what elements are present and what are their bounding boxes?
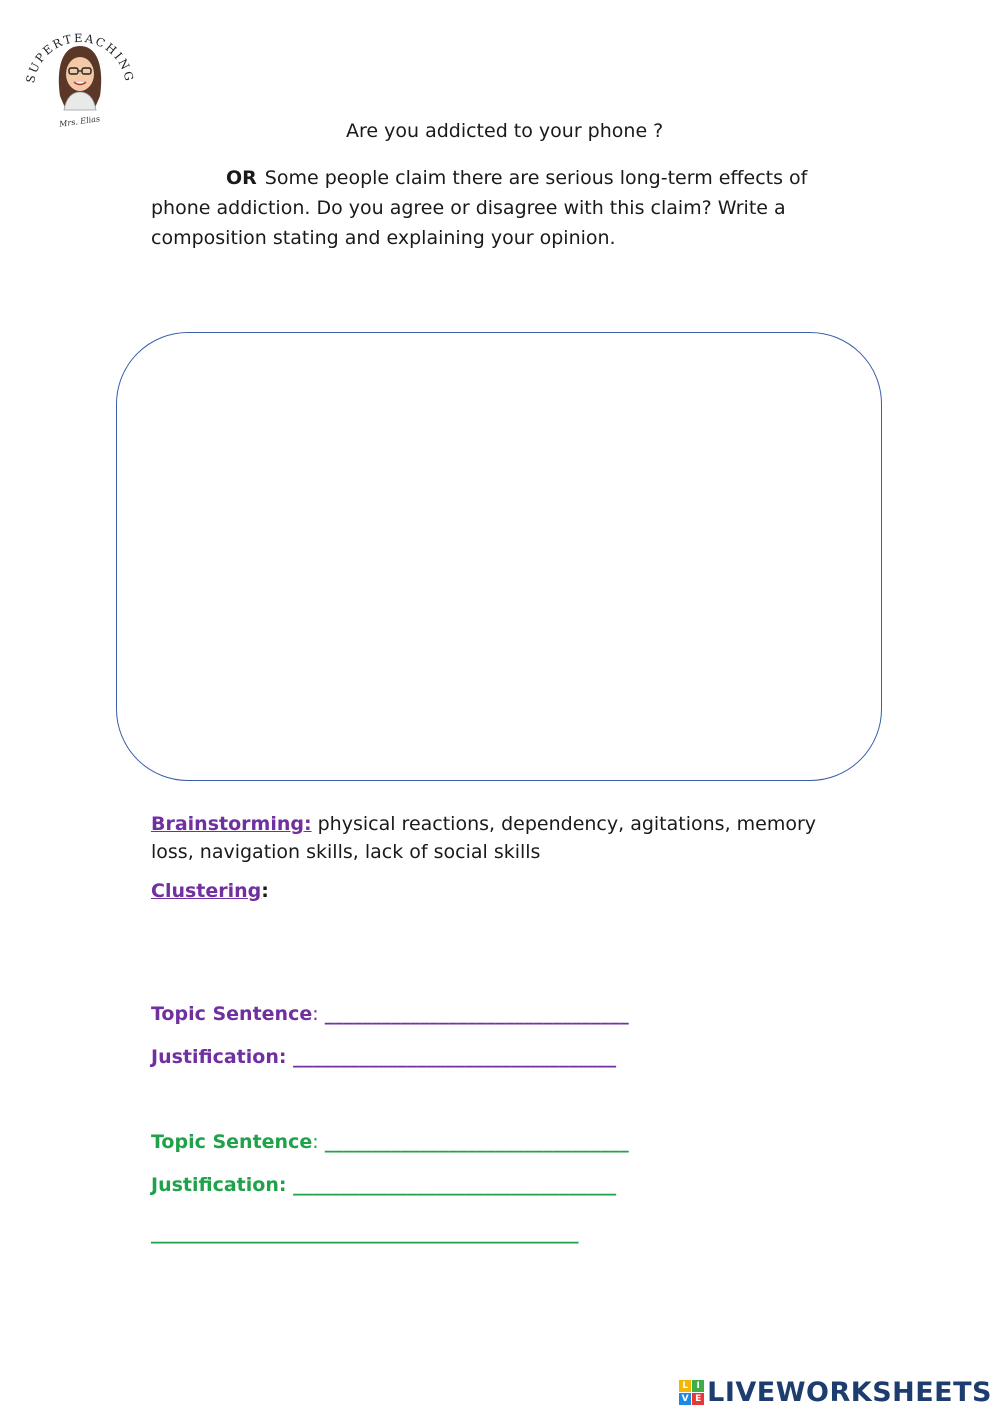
liveworksheets-logo	[679, 1377, 992, 1407]
svg-text:Mrs. Elias: Mrs. Elias	[58, 114, 101, 129]
topic-sentence-sep: :	[312, 1131, 325, 1153]
or-label: OR	[226, 167, 257, 189]
paragraph2-extra-line[interactable]: _____________________________________________	[151, 1222, 579, 1244]
superteaching-logo	[20, 18, 138, 136]
brainstorming-label: Brainstorming:	[151, 813, 312, 835]
paragraph2-topic-sentence	[151, 1131, 629, 1153]
svg-text:SUPERTEACHING: SUPERTEACHING	[23, 30, 137, 85]
paragraph2-justification	[151, 1174, 616, 1196]
clustering-label: Clustering	[151, 880, 262, 902]
writing-answer-box[interactable]	[116, 332, 882, 781]
topic-sentence-label: Topic Sentence	[151, 1003, 313, 1025]
topic-sentence-blank[interactable]: ________________________________	[324, 1131, 629, 1153]
clustering-colon: :	[261, 880, 269, 902]
topic-sentence-sep: :	[312, 1003, 325, 1025]
clustering-section	[151, 880, 269, 902]
topic-sentence-blank[interactable]: ________________________________	[324, 1003, 629, 1025]
justification-label: Justification:	[151, 1174, 294, 1196]
topic-sentence-label: Topic Sentence	[151, 1131, 313, 1153]
liveworksheets-blocks-icon: L I V E	[679, 1380, 704, 1405]
paragraph1-topic-sentence	[151, 1003, 629, 1025]
justification-blank[interactable]: __________________________________	[293, 1174, 617, 1196]
justification-blank[interactable]: __________________________________	[293, 1046, 617, 1068]
justification-label: Justification:	[151, 1046, 294, 1068]
paragraph1-justification	[151, 1046, 616, 1068]
writing-prompt	[151, 163, 871, 253]
prompt-text: Some people claim there are serious long-term effects of phone addiction. Do you agree or disagree with this claim? Write a composition stating and explaining your opinion.	[151, 167, 808, 249]
worksheet-title: Are you addicted to your phone ?	[346, 120, 664, 142]
brainstorming-text: physical reactions, dependency, agitations, memory loss, navigation skills, lack of social skills	[151, 813, 817, 863]
liveworksheets-brand: LIVEWORKSHEETS	[707, 1376, 992, 1408]
brainstorming-section	[151, 810, 831, 866]
